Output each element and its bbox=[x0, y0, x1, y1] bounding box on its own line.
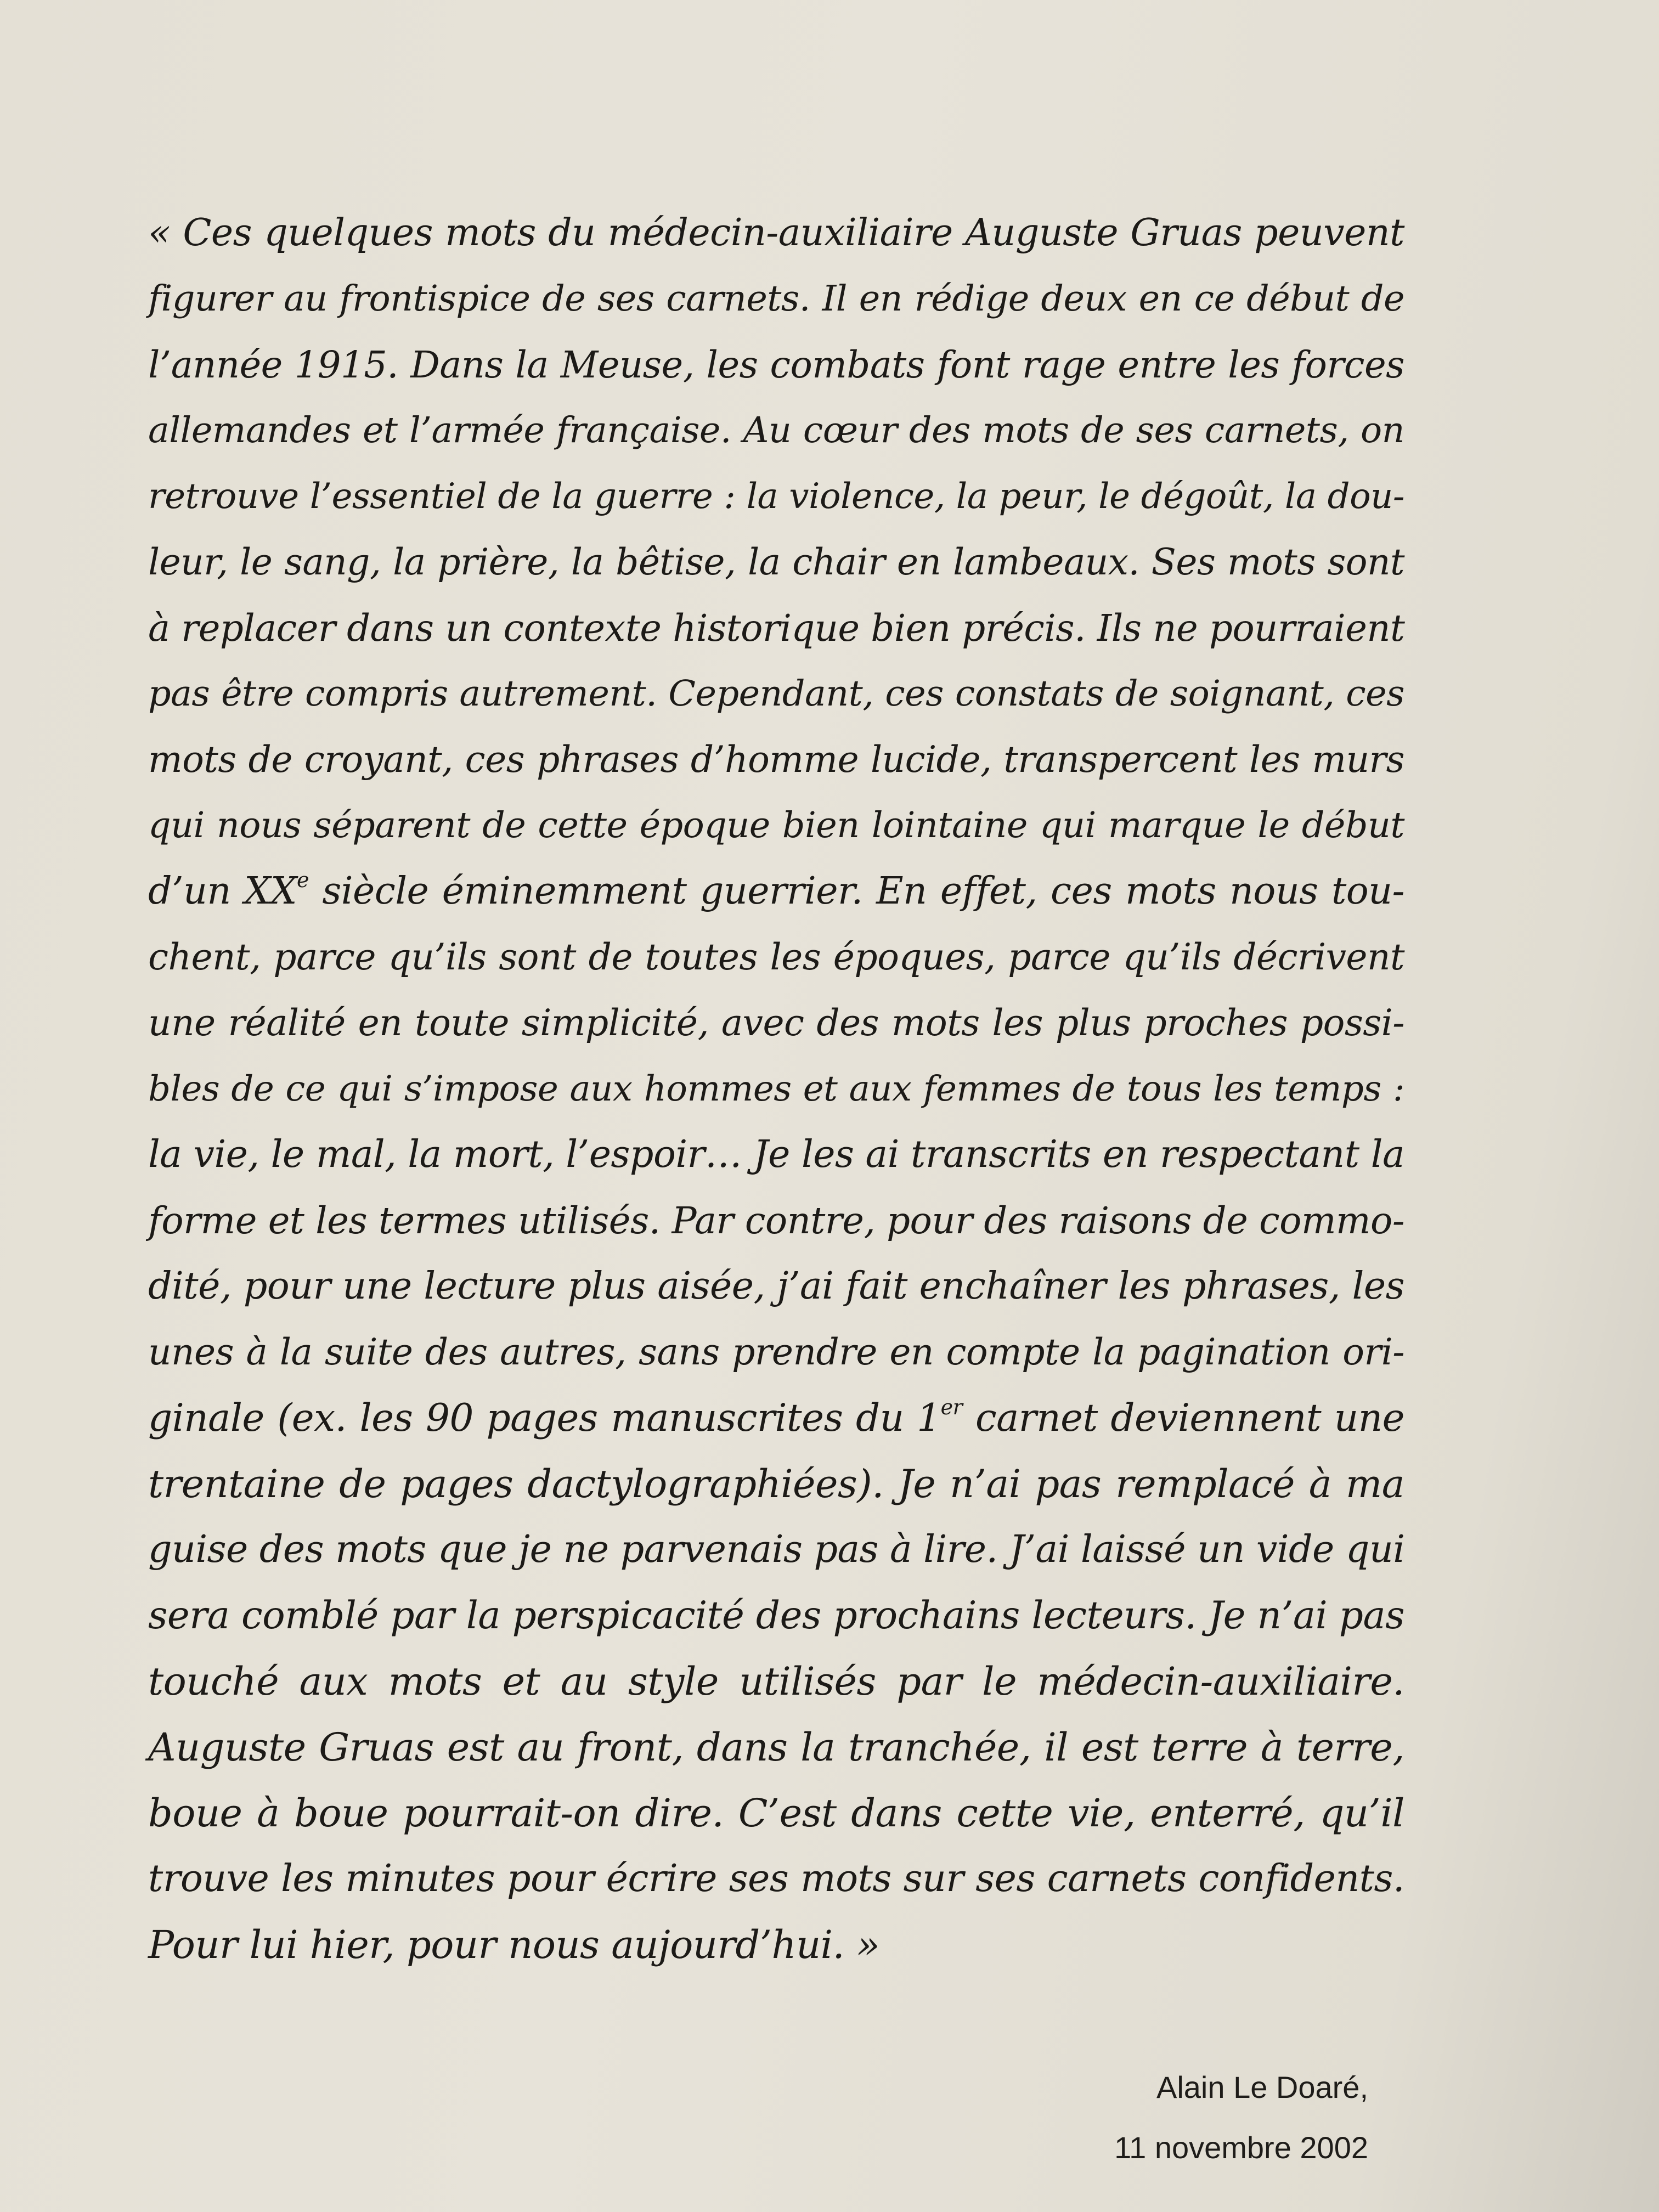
signature bbox=[1114, 2057, 1368, 2178]
signature-date: 11 novembre 2002 bbox=[1114, 2130, 1368, 2165]
quote-line: trouve les minutes pour écrire ses mots sur ses carnets confidents. bbox=[148, 1857, 1404, 1900]
quote-line: touché aux mots et au style utilisés par le médecin-auxiliaire. bbox=[148, 1659, 1404, 1704]
quote-line: Pour lui hier, pour nous aujourd’hui. » bbox=[148, 1922, 880, 1967]
text-fragment: ginale (ex. les 90 pages manuscrites du 1 bbox=[148, 1396, 941, 1440]
quote-line: forme et les termes utilisés. Par contre, pour des raisons de commo- bbox=[148, 1199, 1404, 1242]
quote-line: pas être compris autrement. Cependant, ces constats de soignant, ces bbox=[148, 673, 1404, 714]
text-fragment: siècle éminemment guerrier. En effet, ces mots nous tou- bbox=[308, 870, 1404, 913]
quote-paragraph bbox=[148, 200, 1404, 1978]
quote-line: boue à boue pourrait-on dire. C’est dans cette vie, enterré, qu’il bbox=[148, 1791, 1404, 1836]
quote-line: mots de croyant, ces phrases d’homme lucide, transpercent les murs bbox=[148, 738, 1404, 781]
quote-line: qui nous séparent de cette époque bien lointaine qui marque le début bbox=[148, 805, 1404, 846]
quote-line: figurer au frontispice de ses carnets. Il en rédige deux en ce début de bbox=[148, 278, 1404, 319]
quote-line: une réalité en toute simplicité, avec des mots les plus proches possi- bbox=[148, 1002, 1404, 1044]
quote-line: à replacer dans un contexte historique bien précis. Ils ne pourraient bbox=[148, 607, 1405, 650]
text-fragment: carnet deviennent une bbox=[962, 1396, 1404, 1440]
quote-line: l’année 1915. Dans la Meuse, les combats font rage entre les forces bbox=[148, 343, 1404, 386]
quote-line: trentaine de pages dactylographiées). Je n’ai pas remplacé à ma bbox=[148, 1462, 1404, 1506]
quote-line-century bbox=[148, 859, 1404, 924]
text-fragment: d’un bbox=[148, 870, 245, 913]
superscript: er bbox=[940, 1395, 963, 1419]
quote-line: la vie, le mal, la mort, l’espoir… Je les ai transcrits en respectant la bbox=[148, 1133, 1404, 1176]
roman-numeral: XX bbox=[244, 870, 297, 913]
quote-line: leur, le sang, la prière, la bêtise, la chair en lambeaux. Ses mots sont bbox=[148, 541, 1404, 583]
quote-line: sera comblé par la perspicacité des prochains lecteurs. Je n’ai pas bbox=[148, 1594, 1404, 1638]
quote-line: guise des mots que je ne parvenais pas à lire. J’ai laissé un vide qui bbox=[148, 1528, 1405, 1571]
quote-line: allemandes et l’armée française. Au cœur des mots de ses carnets, on bbox=[148, 410, 1404, 451]
author-name: Alain Le Doaré, bbox=[1156, 2070, 1368, 2104]
quote-line: « Ces quelques mots du médecin-auxiliaire Auguste Gruas peuvent bbox=[148, 211, 1404, 255]
quote-line: bles de ce qui s’impose aux hommes et aux femmes de tous les temps : bbox=[148, 1069, 1404, 1109]
quote-line-carnet bbox=[148, 1385, 1404, 1451]
quote-line: Auguste Gruas est au front, dans la tranchée, il est terre à terre, bbox=[148, 1725, 1404, 1770]
quote-line: dité, pour une lecture plus aisée, j’ai fait enchaîner les phrases, les bbox=[148, 1265, 1404, 1308]
superscript: e bbox=[296, 868, 309, 893]
quote-line: retrouve l’essentiel de la guerre : la violence, la peur, le dégoût, la dou- bbox=[148, 476, 1404, 517]
quote-line: chent, parce qu’ils sont de toutes les époques, parce qu’ils décrivent bbox=[148, 936, 1404, 978]
quote-line: unes à la suite des autres, sans prendre en compte la pagination ori- bbox=[148, 1331, 1404, 1373]
